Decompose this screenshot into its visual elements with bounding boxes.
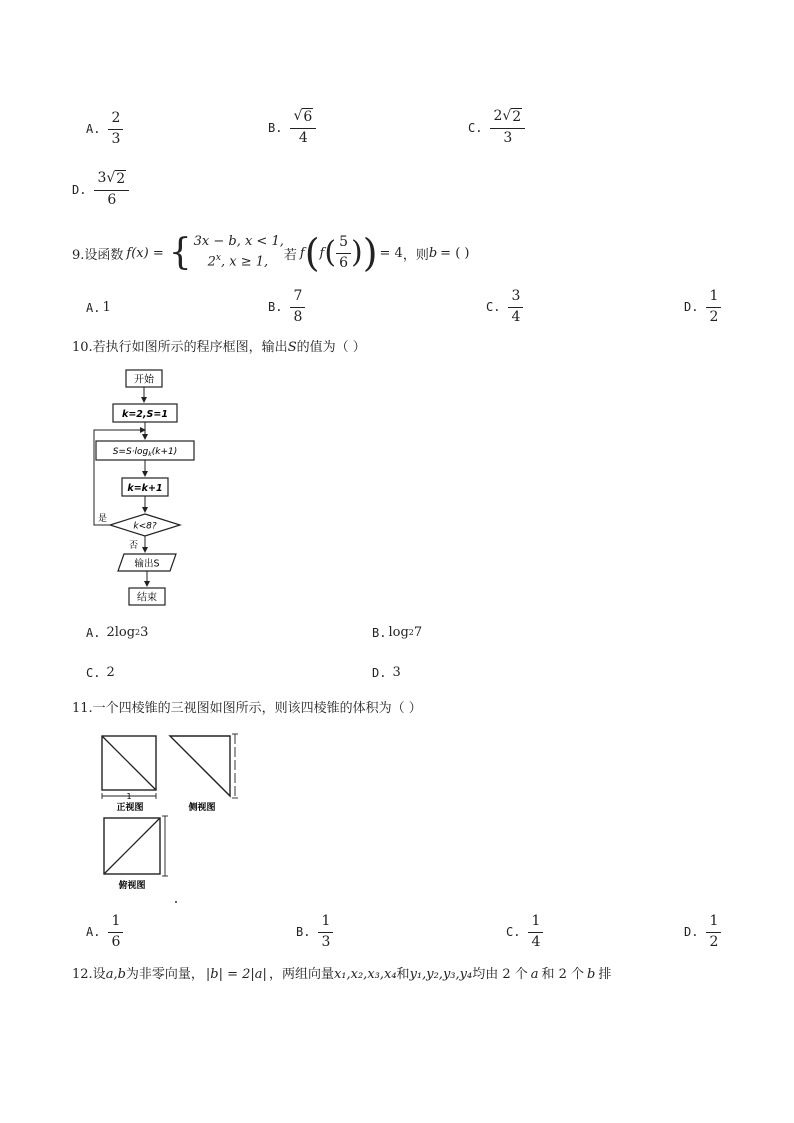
q11-option-c (506, 913, 543, 951)
q11-option-a (86, 913, 123, 951)
option-label: D. (72, 182, 87, 197)
flow-incr-text: k=k+1 (127, 483, 163, 494)
q9-stem: 9.设函数 f(x) = { 3x − b, x < 1, 2$^x$, x ≥ 1, 若 f ( f ( $\frac{5}{6}$ ) ) = 4 ，则 b = ( ) (72, 231, 470, 275)
flowchart (80, 362, 220, 612)
top-view-diagonal (104, 818, 160, 874)
option-label: D. (684, 300, 699, 314)
option-label: C. (486, 300, 501, 314)
flow-decision-text: k<8? (133, 521, 157, 532)
fraction: 3 √ 2 6 (94, 170, 129, 209)
fraction: $\frac{1}{2}$ (706, 913, 721, 951)
fraction: $\frac{1}{2}$ (706, 288, 721, 326)
fraction: $\frac{3}{4}$ (508, 288, 523, 326)
side-view-triangle (170, 736, 230, 796)
fraction: $\frac{1}{6}$ (108, 913, 123, 951)
option-label: A. (86, 122, 101, 136)
piecewise: { 3x − b, x < 1, 2$^x$, x ≥ 1, (168, 231, 284, 273)
q12-stem: 12.设a,b为非零向量， |b| = 2|a| ，两组向量x₁,x₂,x₃,x₄和y₁,y₂,y₃,y₄均由 2 个 a 和 2 个 b 排 (72, 967, 612, 982)
q9-option-a: A. 1 (86, 300, 111, 315)
fraction: $\frac{1}{4}$ (528, 913, 543, 951)
option-label: A. (86, 925, 101, 939)
q9-option-b (268, 288, 305, 326)
option-label: C. (468, 120, 483, 135)
option-label: B. (296, 925, 311, 939)
front-view-label: 正视图 (116, 803, 144, 813)
q9-option-c (486, 288, 523, 326)
fraction: 2 √ 2 3 (490, 108, 525, 147)
option-label: B. (268, 300, 283, 314)
q11-option-d (684, 913, 721, 951)
q10-option-b: B. log 2 7 (372, 625, 423, 640)
q10-stem: 10.若执行如图所示的程序框图，输出S的值为（ ） (72, 340, 366, 355)
q8-option-c (468, 108, 525, 147)
fraction: √ 6 4 (290, 108, 316, 147)
option-label: D. (684, 925, 699, 939)
flow-update-text: $S=S\cdot\log_k(k+1)$ (112, 447, 178, 458)
flow-no-label: 否 (128, 541, 138, 551)
q8-option-d (72, 170, 129, 209)
dim-label: 1 (126, 792, 132, 801)
flow-init-text: k=2,S=1 (122, 409, 168, 420)
top-view-label: 俯视图 (118, 881, 146, 891)
option-label: A. (86, 625, 101, 640)
q10-option-a: A. 2log 2 3 (86, 625, 149, 640)
flow-end-text: 结束 (137, 592, 157, 604)
q10-option-c: C. 2 (86, 665, 115, 680)
flow-start-text: 开始 (134, 374, 154, 386)
option-label: C. (506, 925, 521, 939)
side-view-label: 侧视图 (188, 803, 216, 813)
fraction: $\frac{2}{3}$ (108, 110, 123, 148)
fraction: $\frac{7}{8}$ (290, 288, 305, 326)
option-label: A. (86, 300, 101, 315)
option-label: C. (86, 665, 101, 680)
flow-output-text: 输出S (134, 558, 160, 570)
q8-option-a (86, 110, 123, 148)
q8-option-b (268, 108, 316, 147)
q9-option-d (684, 288, 721, 326)
q11-option-b (296, 913, 333, 951)
option-label: D. (372, 665, 387, 680)
q11-stem: 11.一个四棱锥的三视图如图所示，则该四棱锥的体积为（ ） (72, 701, 422, 716)
option-label: B. (372, 625, 387, 640)
fraction: $\frac{1}{3}$ (318, 913, 333, 951)
three-views-figure (94, 728, 254, 908)
q10-option-d: D. 3 (372, 665, 401, 680)
front-view-diagonal (102, 736, 156, 790)
stray-mark (175, 901, 177, 903)
fraction: $\frac{5}{6}$ (336, 234, 351, 272)
option-label: B. (268, 120, 283, 135)
flow-yes-label: 是 (98, 514, 108, 524)
